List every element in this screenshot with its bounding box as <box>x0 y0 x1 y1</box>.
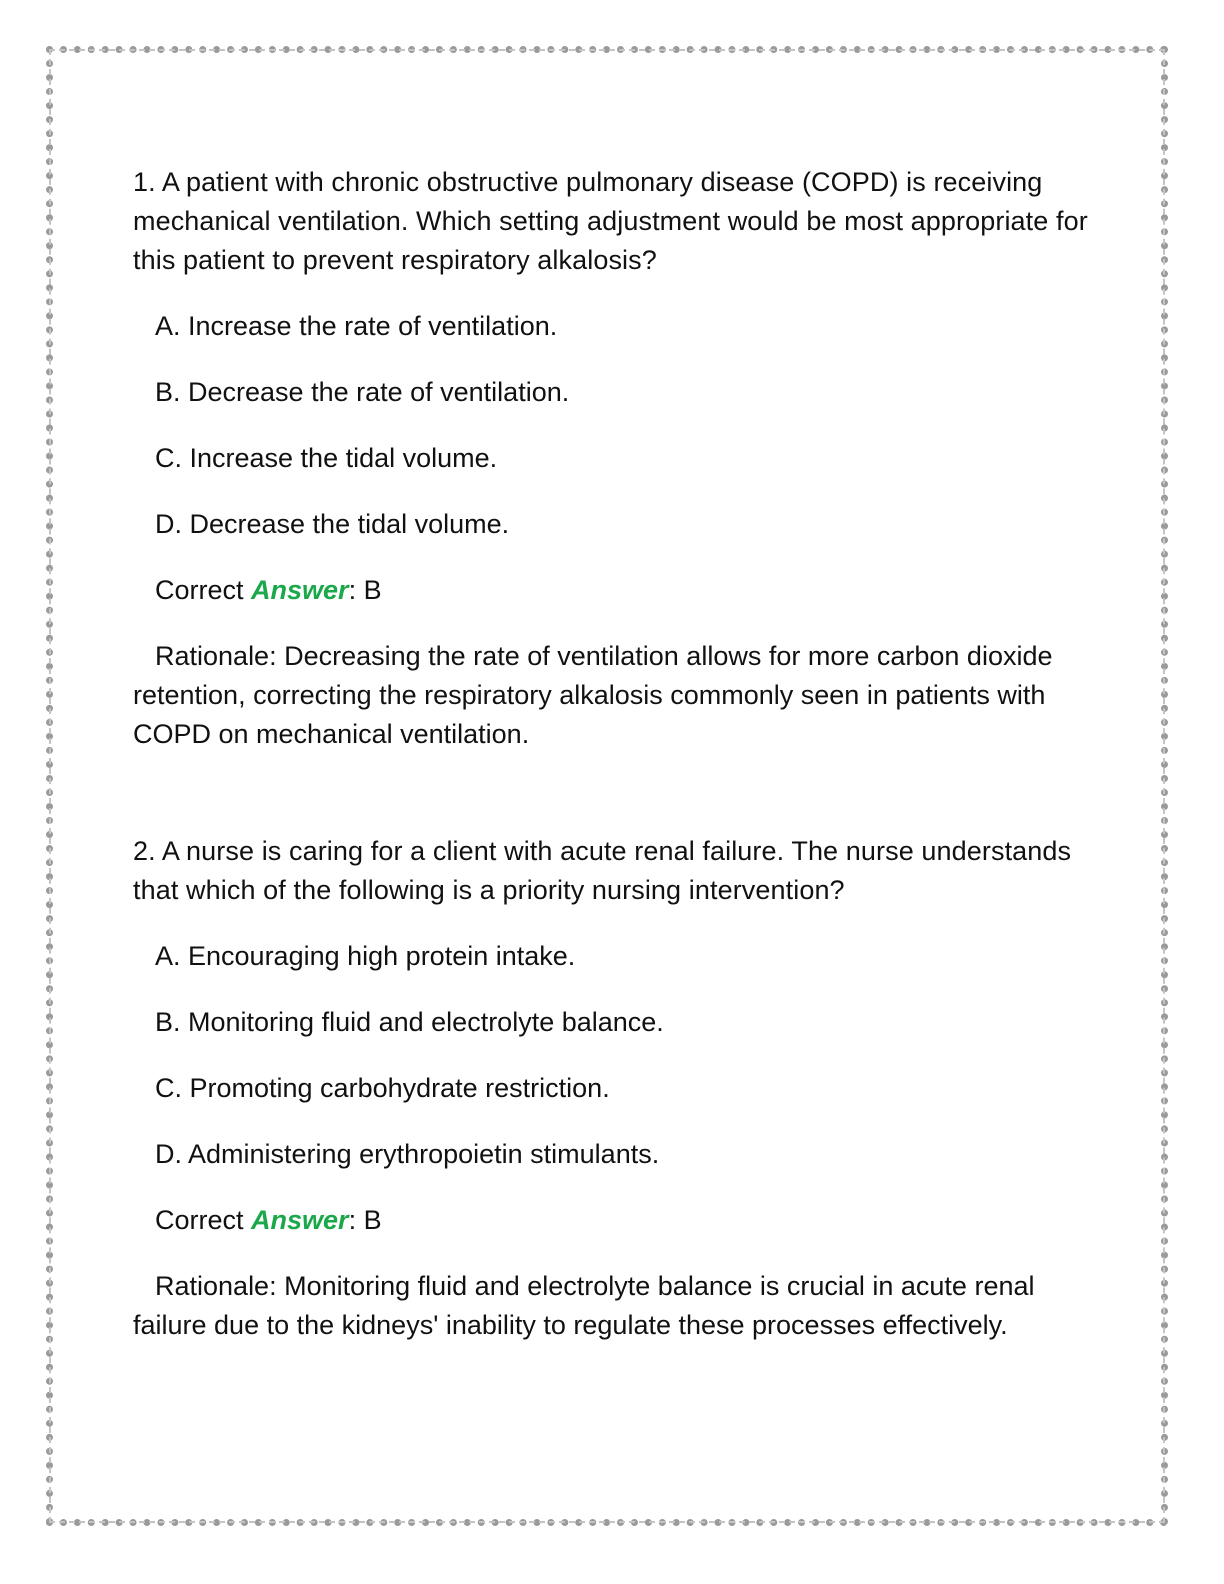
question-1 <box>133 163 1093 754</box>
option-b: B. Decrease the rate of ventilation. <box>155 377 570 407</box>
answer-prefix: Correct <box>155 1205 252 1235</box>
answer-value: : B <box>348 575 382 605</box>
rationale: Rationale: Monitoring fluid and electrolyte balance is crucial in acute renal failure due to the kidneys' inability to regulate these processes effectively. <box>133 1271 1035 1340</box>
option-b: B. Monitoring fluid and electrolyte balance. <box>155 1007 664 1037</box>
answer-prefix: Correct <box>155 575 252 605</box>
option-a: A. Increase the rate of ventilation. <box>155 311 558 341</box>
correct-answer <box>155 1201 1093 1240</box>
document-body <box>133 163 1093 1345</box>
option-a: A. Encouraging high protein intake. <box>155 941 576 971</box>
question-stem: 2. A nurse is caring for a client with acute renal failure. The nurse understands that which of the following is a priority nursing intervention? <box>133 836 1072 905</box>
correct-answer <box>155 571 1093 610</box>
question-stem: 1. A patient with chronic obstructive pulmonary disease (COPD) is receiving mechanical ventilation. Which setting adjustment would be most appropriate for this patient to prevent respiratory alkalosis? <box>133 167 1088 275</box>
option-c: C. Increase the tidal volume. <box>155 443 498 473</box>
answer-word: Answer <box>251 575 349 605</box>
option-d: D. Decrease the tidal volume. <box>155 509 510 539</box>
question-2 <box>133 832 1093 1345</box>
option-d: D. Administering erythropoietin stimulants. <box>155 1139 660 1169</box>
answer-value: : B <box>348 1205 382 1235</box>
answer-word: Answer <box>251 1205 349 1235</box>
rationale: Rationale: Decreasing the rate of ventilation allows for more carbon dioxide retention, correcting the respiratory alkalosis commonly seen in patients with COPD on mechanical ventilation. <box>133 641 1053 749</box>
option-c: C. Promoting carbohydrate restriction. <box>155 1073 610 1103</box>
